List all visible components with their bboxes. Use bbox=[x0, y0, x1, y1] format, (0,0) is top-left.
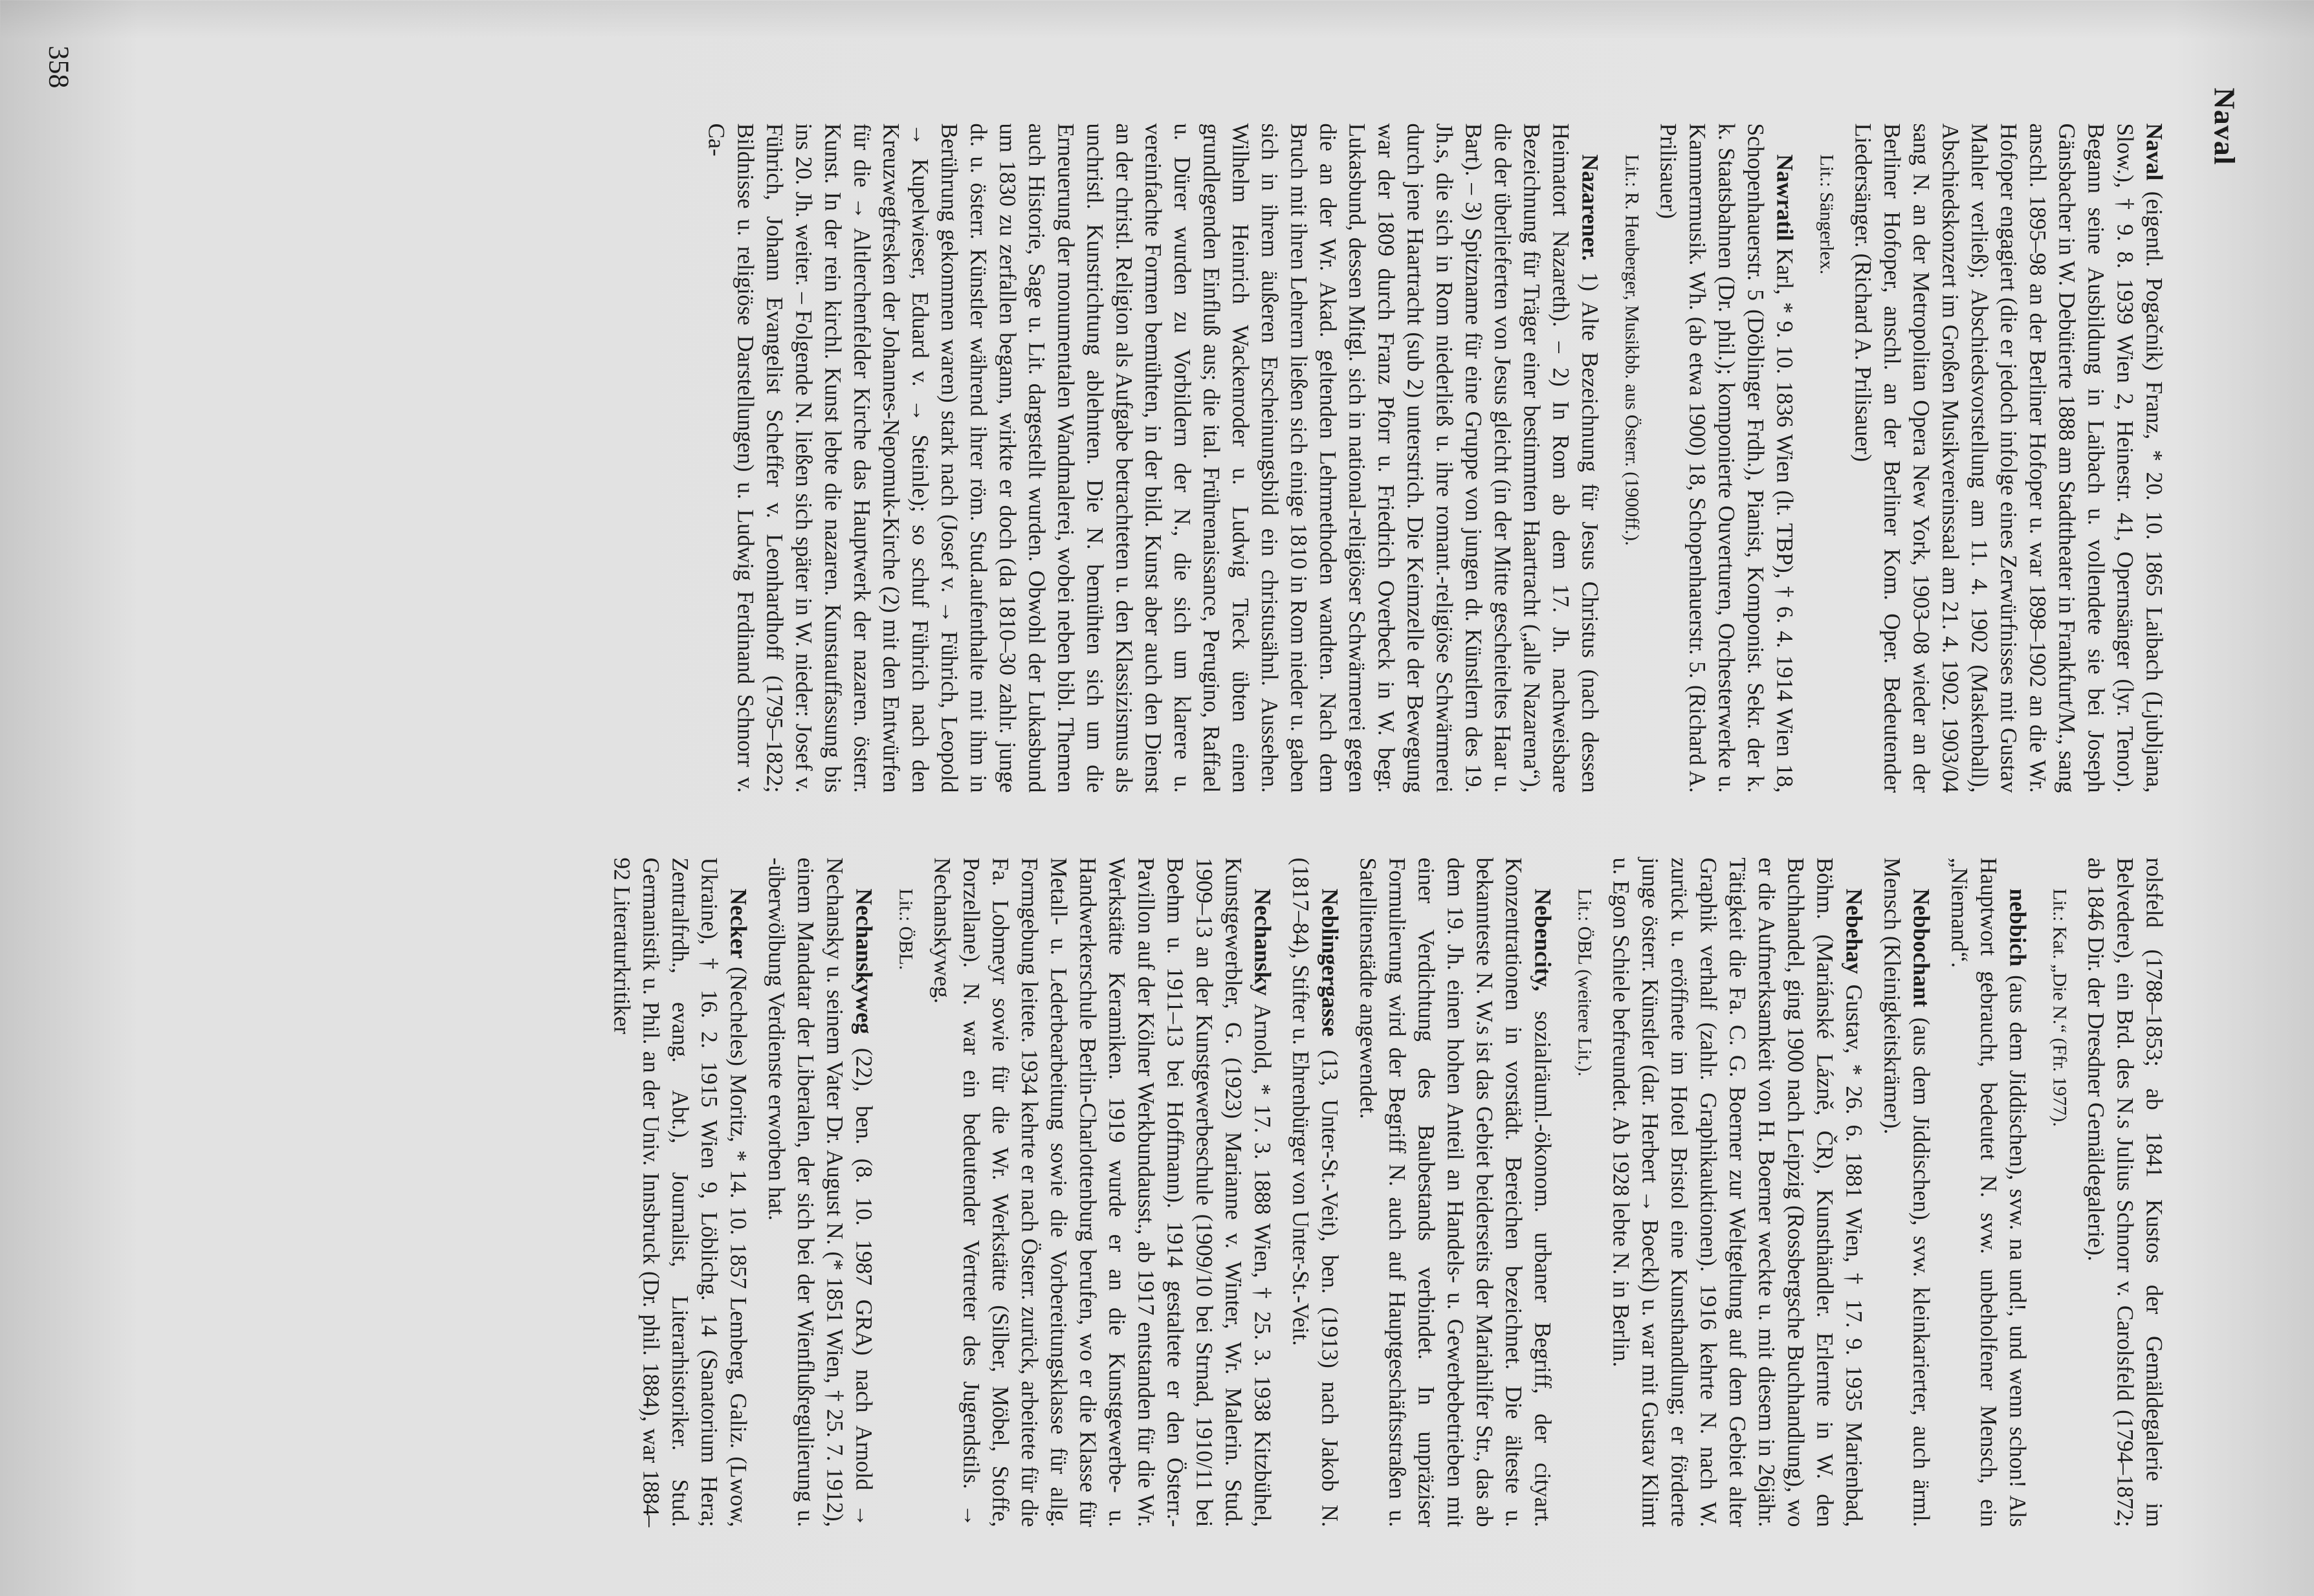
entry-text: Gustav, * 26. 6. 1881 Wien, † 17. 9. 1935 Marienbad, Böhm. (Mariánské Lázně, ČR), Kunsthändler. Erlernte in W. den Buchhandel, ging 1900 nach Leipzig (Rossbergsche Buchhandlung), wo er die Aufmerksamkeit von H. Boerner weckte u. mit diesem in 26jähr. Tätigkeit die Fa. C. G. Boerner zur Weltgeltung auf dem Gebiet alter Graphik verhalf (zahlr. Graphikauktionen). 1916 kehrte N. nach W. zurück u. eröffnete im Hotel Bristol eine Kunsthandlung; er förderte junge österr. Künstler (dar. Herbert → Boeckl) u. war mit Gustav Klimt u. Egon Schiele befreundet. Ab 1928 lebte N. in Berlin. bbox=[1608, 857, 1867, 1527]
entry bbox=[1945, 857, 2032, 1527]
entry-text: (22), ben. (8. 10. 1987 GRA) nach Arnold → Nechansky u. seinem Vater Dr. August N. (* 1851 Wien, † 25. 7. 1912), einem Mandatar der Liberalen, der sich bei der Wienflußregulierung u. -überwölbung Verdienste erworben hat. bbox=[764, 857, 877, 1527]
entry-text: (eigentl. Pogačnik) Franz, * 20. 10. 1865 Laibach (Ljubljana, Slow.), † 9. 8. 1939 Wien 2, Heinestr. 41, Opernsänger (lyr. Tenor). Begann seine Ausbildung in Laibach u. vollendete sie bei Joseph Gänsbacher in W. Debütierte 1888 am Stadttheater in Frankfurt/M., sang anschl. 1895–98 an der Berliner Hofoper u. war 1898–1902 an die Wr. Hofoper engagiert (die er jedoch infolge eines Zerwürfnisses mit Gustav Mahler verließ); Abschiedsvorstellung am 11. 4. 1902 (Maskenball), Abschiedskonzert im Großen Musikvereinssaal am 21. 4. 1902. 1903/04 sang N. an der Metropolitan Opera New York, 1903–08 wieder an der Berliner Hofoper, anschl. an der Berliner Kom. Oper. Bedeutender Liedersänger. (Richard A. Prilisauer) bbox=[1850, 123, 2167, 793]
entry-literature: Lit.: ÖBL (weitere Lit.). bbox=[1574, 888, 1595, 1077]
entry-lemma: Nazarener. bbox=[1577, 154, 1603, 261]
entry bbox=[1286, 857, 1344, 1527]
entry-lemma: Neblingergasse bbox=[1317, 888, 1343, 1036]
entry-text: (aus dem Jiddischen), svw. na und!, und wenn schon! Als Hauptwort gebraucht, bedeutet N. svw. unbeholfener Mensch, ein „Niemand“. bbox=[1946, 857, 2031, 1527]
right-column bbox=[598, 857, 2168, 1527]
running-head: Naval bbox=[2208, 87, 2241, 165]
entry-text: 1) Alte Bezeichnung für Jesus Christus (nach dessen Heimatort Nazareth). – 2) In Rom ab dem 17. Jh. nachweisbare Bezeichnung für Träger einer bestimmten Haartracht („alle Nazarena“), die der überlieferten von Jesus gleicht (in der Mitte gescheiteltes Haar u. Bart). – 3) Spitzname für eine Gruppe von jungen dt. Künstlern des 19. Jh.s, die sich in Rom niederließ u. ihre romant.-religiöse Schwärmerei durch jene Haartracht (sub 2) unterstrich. Die Keimzelle der Bewegung war der 1809 durch Franz Pforr u. Friedrich Overbeck in W. begr. Lukasbund, dessen Mitgl. sich in national-religiöser Schwärmerei gegen die an der Wr. Akad. geltenden Lehrmethoden wandten. Nach dem Bruch mit ihren Lehrern ließen sich einige 1810 in Rom nieder u. gaben sich in ihrem äußeren Erscheinungsbild ein christusähnl. Aussehen. Wilhelm Heinrich Wackenroder u. Ludwig Tieck übten einen grundlegenden Einfluß aus; die ital. Frührenaissance, Perugino, Raffael u. Dürer wurden zu Vorbildern der N., die sich um klarere u. vereinfachte Formen bemühten, in der bild. Kunst aber auch den Dienst an der christl. Religion als Aufgabe betrachteten u. den Klassizismus als unchristl. Kunstrichtung ablehnten. Die N. bemühten sich um die Erneuerung der monumentalen Wandmalerei, wobei neben bibl. Themen auch Historie, Sage u. Lit. dargestellt wurden. Obwohl der Lukasbund um 1830 zu zerfallen begann, wirkte er doch (da 1810–30 zahlr. junge dt. u. österr. Künstler während ihrer röm. Stud.aufenthalte mit ihm in Berührung gekommen waren) stark nach (Josef v. → Führich, Leopold → Kupelwieser, Eduard v. → Steinle); so schuf Führich nach den Kreuzwegfresken der Johannes-Nepomuk-Kirche (2) mit den Entwürfen für die → Altlerchenfelder Kirche das Hauptwerk der nazaren. österr. Kunst. In der rein kirchl. Kunst lebte die nazaren. Kunstauffassung bis ins 20. Jh. weiter. – Folgende N. ließen sich später in W. nieder: Josef v. Führich, Johann Evangelist Scheffer v. Leonhardhoff (1795–1822; Bildnisse u. religiöse Darstellungen) u. Ludwig Ferdinand Schnorr v. Ca- bbox=[703, 123, 1603, 793]
entry-lemma: Nechansky bbox=[1250, 888, 1275, 996]
left-column bbox=[692, 123, 2168, 793]
entry-text: (Necheles) Moritz, * 14. 10. 1857 Lemberg, Galiz. (Lwow, Ukraine), † 16. 2. 1915 Wien 9, Löblichg. 14 (Sanatorium Hera; Zentralfrdh., evang. Abt.), Journalist, Literarhistoriker. Stud. Germanistik u. Phil. an der Univ. Innsbruck (Dr. phil. 1884), war 1884–92 Literaturkritiker bbox=[609, 857, 751, 1527]
entry bbox=[1653, 123, 1799, 793]
entry-text: Karl, * 9. 10. 1836 Wien (lt. TBP), † 6. 4. 1914 Wien 18, Schopenhauerstr. 5 (Döblinger Frdh.), Pianist, Komponist. Sekr. der k. k. Staatsbahnen (Dr. phil.); komponierte Ouverturen, Orchesterwerke u. Kammermusik. Wh. (ab etwa 1900) 18, Schopenhauerstr. 5. (Richard A. Prilisauer) bbox=[1655, 123, 1798, 793]
entry-lemma: Necker bbox=[725, 888, 751, 959]
entry bbox=[607, 857, 753, 1527]
entry-lemma: Naval bbox=[2141, 123, 2167, 180]
entry-lemma: Nechanskyweg bbox=[851, 888, 877, 1034]
gutter-shadow bbox=[0, 0, 2314, 39]
entry-lemma: nebbich bbox=[2005, 888, 2031, 967]
entry-text: rolsfeld (1788–1853; ab 1841 Kustos der Gemäldegalerie im Belvedere), ein Brd. des N.s Julius Schnorr v. Carolsfeld (1794–1872; ab 1846 Dir. der Dresdner Gemäldegalerie). bbox=[2083, 857, 2167, 1527]
entry-lemma: Nebehay bbox=[1841, 888, 1867, 974]
entry-lemma: Nebbochant bbox=[1908, 888, 1934, 1007]
entry-literature: Lit.: Kat. „Die N.“ (Ffr. 1977). bbox=[2049, 888, 2070, 1127]
entry bbox=[1848, 123, 2168, 793]
entry bbox=[2081, 857, 2168, 1527]
page-number: 358 bbox=[43, 45, 74, 88]
entry-literature: Lit.: Sängerlex. bbox=[1816, 154, 1837, 274]
entry bbox=[927, 857, 1277, 1527]
entry-text: sozialräuml.-ökonom. urbaner Begriff, der cityart. Konzentrationen in vorstädt. Bereichen bezeichnet. Die älteste u. bekannteste N. W.s ist das Gebiet beiderseits der Mariahilfer Str., das ab dem 19. Jh. einen hohen Anteil an Handels- u. Gewerbebetrieben mit einer Verdichtung des Baubestands verbindet. In unpräziser Formulierung wird der Begriff N. auch auf Hauptgeschäftsstraßen u. Satellitenstädte angewendet. bbox=[1355, 857, 1556, 1527]
entry bbox=[1353, 857, 1557, 1527]
entry-text: Arnold, * 17. 3. 1888 Wien, † 25. 3. 1938 Kitzbühel, Kunstgewerbler, G. (1923) Marianne v. Winter, Wr. Malerin. Stud. 1909–13 an der Kunstgewerbeschule (1909/10 bei Strnad, 1910/11 bei Boehm u. 1911–13 bei Hoffmann). 1914 gestaltete er den Österr.-Pavillon auf der Kölner Werkbundausst., ab 1917 entstanden für die Wr. Werkstätte Keramiken. 1919 wurde er an die Kunstgewerbe- u. Handwerkerschule Berlin-Charlottenburg berufen, wo er die Klasse für Metall- u. Lederbearbeitung sowie die Vorbereitungsklasse für allg. Formgebung leitete. 1934 kehrte er nach Österr. zurück, arbeitete für die Fa. Lobmeyr sowie für die Wr. Werkstätte (Silber, Möbel, Stoffe, Porzellane). N. war ein bedeutender Vertreter des Jugendstils. → Nechanskyweg. bbox=[929, 857, 1275, 1527]
entry-literature: Lit.: R. Heuberger, Musikbb. aus Österr. (1900ff.). bbox=[1621, 154, 1642, 546]
entry bbox=[1877, 857, 1935, 1527]
entry-literature: Lit.: ÖBL. bbox=[895, 888, 916, 970]
entry-text: (aus dem Jiddischen), svw. kleinkarierter, auch ärml. Mensch (Kleinigkeitskrämer). bbox=[1879, 857, 1934, 1527]
entry bbox=[701, 123, 1604, 793]
entry bbox=[762, 857, 878, 1527]
entry-lemma: Nawratil bbox=[1772, 154, 1798, 241]
entry-text: (13, Unter-St.-Veit), ben. (1913) nach Jakob N. (1817–84), Stifter u. Ehrenbürger von Unter-St.-Veit. bbox=[1288, 857, 1343, 1527]
entry bbox=[1606, 857, 1868, 1527]
entry-lemma: Nebencity, bbox=[1530, 888, 1556, 991]
